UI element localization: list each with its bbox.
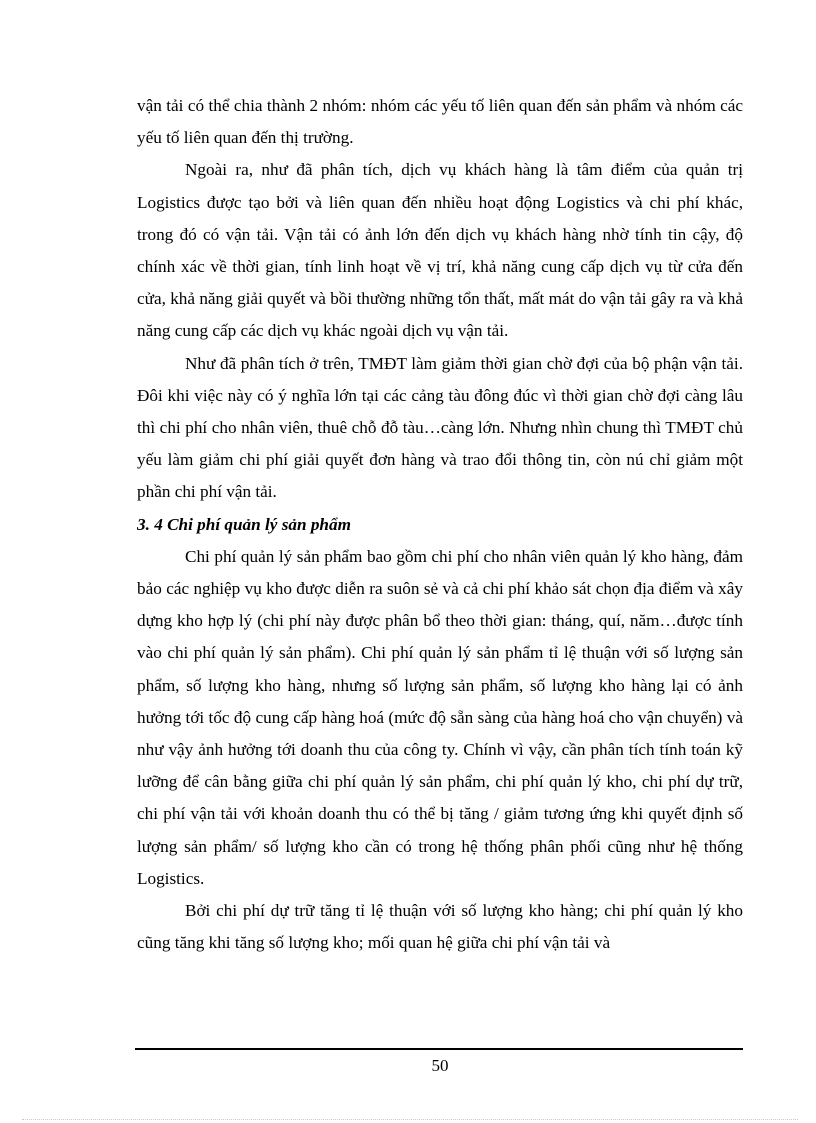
footer-divider xyxy=(135,1048,743,1050)
page-body xyxy=(137,90,743,959)
section-heading: 3. 4 Chi phí quản lý sản phẩm xyxy=(137,514,351,534)
paragraph-continued: vận tải có thể chia thành 2 nhóm: nhóm các yếu tố liên quan đến sản phẩm và nhóm các yếu tố liên quan đến thị trường. xyxy=(137,96,743,148)
page-number: 50 xyxy=(431,1056,449,1075)
page-bottom-edge xyxy=(22,1119,798,1120)
paragraph-ecommerce-transport: Như đã phân tích ở trên, TMĐT làm giảm thời gian chờ đợi của bộ phận vận tải. Đôi khi việc này có ý nghĩa lớn tại các cảng tàu đông đúc vì thời gian chờ đợi càng lâu thì chi phí cho nhân viên, thuê chỗ đỗ tàu…càng lớn. Nhưng nhìn chung thì TMĐT chủ yếu làm giảm chi phí giải quyết đơn hàng và trao đổi thông tin, còn nú chỉ giảm một phần chi phí vận tải. xyxy=(137,353,743,502)
paragraph-product-management-cost: Chi phí quản lý sản phẩm bao gồm chi phí cho nhân viên quản lý kho hàng, đảm bảo các nghiệp vụ kho được diễn ra suôn sẻ và cả chi phí khảo sát chọn địa điểm và xây dựng kho hợp lý (chi phí này được phân bổ theo thời gian: tháng, quí, năm…được tính vào chi phí quản lý sản phẩm). Chi phí quản lý sản phẩm tỉ lệ thuận với số lượng sản phẩm, số lượng kho hàng, nhưng số lượng sản phẩm, số lượng kho hàng lại có ảnh hưởng tới tốc độ cung cấp hàng hoá (mức độ sẵn sàng của hàng hoá cho vận chuyển) và như vậy ảnh hưởng tới doanh thu của công ty. Chính vì vậy, cần phân tích tính toán kỹ lưỡng để cân bằng giữa chi phí quản lý sản phẩm, chi phí quản lý kho, chi phí dự trữ, chi phí vận tải với khoản doanh thu có thể bị tăng / giảm tương ứng khi quyết định số lượng sản phẩm/ số lượng kho cần có trong hệ thống phân phối cũng như hệ thống Logistics. xyxy=(137,546,743,888)
paragraph-customer-service: Ngoài ra, như đã phân tích, dịch vụ khách hàng là tâm điểm của quản trị Logistics được tạo bởi và liên quan đến nhiều hoạt động Logistics và chi phí khác, trong đó có vận tải. Vận tải có ảnh lớn đến dịch vụ khách hàng nhờ tính tin cậy, độ chính xác về thời gian, tính linh hoạt về vị trí, khả năng cung cấp dịch vụ từ cửa đến cửa, khả năng giải quyết và bồi thường những tổn thất, mất mát do vận tải gây ra và khả năng cung cấp các dịch vụ khác ngoài dịch vụ vận tải. xyxy=(137,160,743,341)
paragraph-inventory-cost: Bởi chi phí dự trữ tăng tỉ lệ thuận với số lượng kho hàng; chi phí quản lý kho cũng tăng khi tăng số lượng kho; mối quan hệ giữa chi phí vận tải và xyxy=(137,901,743,953)
